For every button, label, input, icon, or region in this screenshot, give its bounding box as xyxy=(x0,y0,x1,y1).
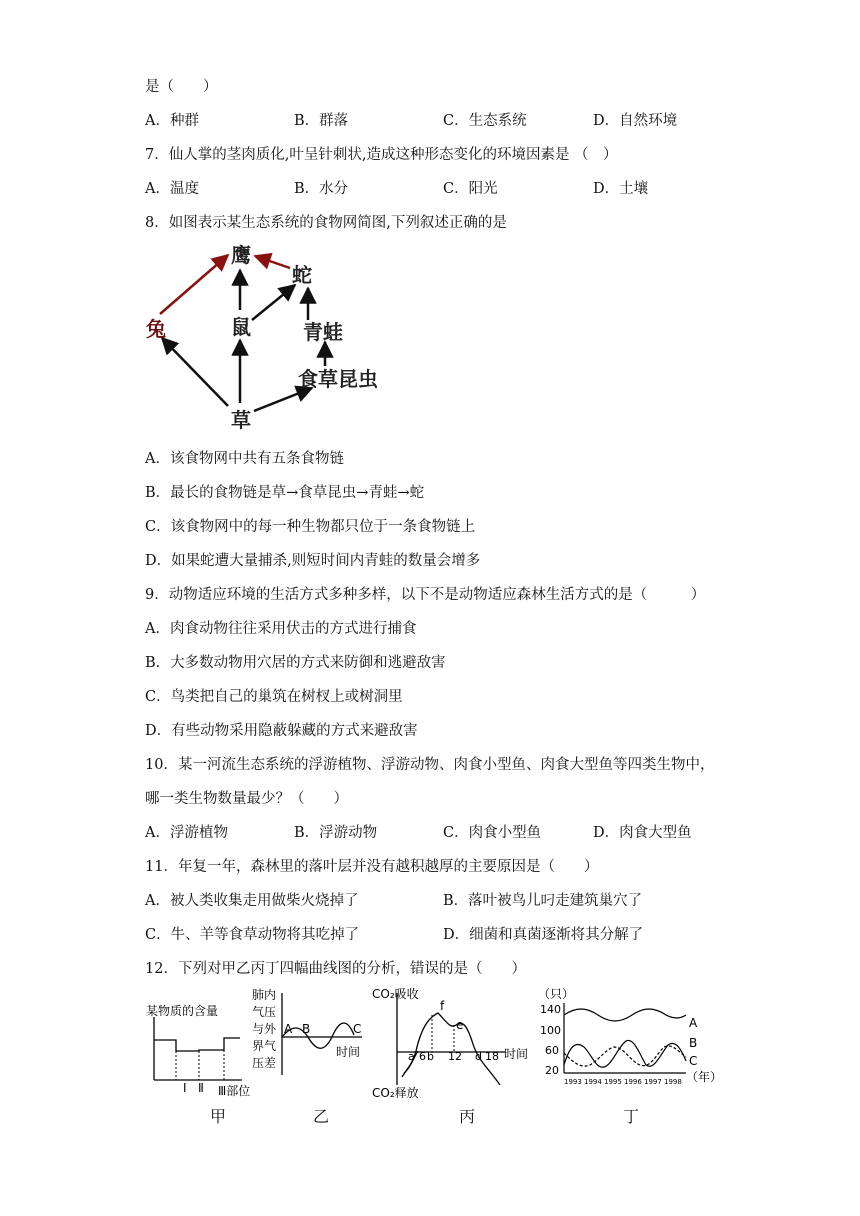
caption-ding: 丁 xyxy=(623,1107,640,1126)
ding-xunit: （年） xyxy=(686,1070,723,1084)
jia-x1: Ⅰ xyxy=(183,1081,187,1095)
yi-label-c: C xyxy=(353,1022,362,1036)
bing-label-12: 12 xyxy=(448,1050,462,1063)
q7-option-c[interactable]: C．阳光 xyxy=(443,181,498,197)
food-web-insect: 食草昆虫 xyxy=(298,367,378,391)
bing-label-e: e xyxy=(456,1018,464,1032)
ding-ytick-140: 140 xyxy=(540,1003,561,1016)
q10-option-d[interactable]: D．肉食大型鱼 xyxy=(593,825,692,841)
food-web-diagram xyxy=(140,238,400,433)
bing-label-b: b xyxy=(427,1050,434,1063)
graph-jia xyxy=(144,995,254,1100)
q12-stem: 12．下列对甲乙丙丁四幅曲线图的分析，错误的是（ ） xyxy=(145,961,526,977)
jia-ylabel: 某物质的含量 xyxy=(146,1004,219,1018)
yi-ylabel-1: 肺内 xyxy=(252,988,277,1002)
q8-option-d[interactable]: D．如果蛇遭大量捕杀,则短时间内青蛙的数量会增多 xyxy=(145,553,481,569)
q10-option-a[interactable]: A．浮游植物 xyxy=(145,825,228,841)
q6-option-c[interactable]: C．生态系统 xyxy=(443,113,527,129)
q6-option-a[interactable]: A．种群 xyxy=(145,113,199,129)
yi-label-b: B xyxy=(302,1022,311,1036)
q9-option-c[interactable]: C．鸟类把自己的巢筑在树杈上或树洞里 xyxy=(145,689,403,705)
ding-label-c: C xyxy=(689,1054,698,1068)
q10-stem-line1: 10．某一河流生态系统的浮游植物、浮游动物、肉食小型鱼、肉食大型鱼等四类生物中， xyxy=(145,757,715,773)
graph-bing xyxy=(370,985,535,1100)
q9-option-d[interactable]: D．有些动物采用隐蔽躲藏的方式来避敌害 xyxy=(145,723,418,739)
jia-x3: Ⅲ部位 xyxy=(218,1084,251,1098)
food-web-frog: 青蛙 xyxy=(303,320,343,344)
q10-option-c[interactable]: C．肉食小型鱼 xyxy=(443,825,542,841)
ding-ytick-60: 60 xyxy=(545,1044,559,1057)
q8-stem: 8．如图表示某生态系统的食物网简图,下列叙述正确的是 xyxy=(145,215,507,231)
bing-label-18: 18 xyxy=(485,1050,499,1063)
q7-stem: 7．仙人掌的茎肉质化,叶呈针刺状,造成这种形态变化的环境因素是 （ ） xyxy=(145,147,618,163)
yi-ylabel-4: 界气 xyxy=(252,1039,277,1053)
q11-option-b[interactable]: B．落叶被鸟儿叼走建筑巢穴了 xyxy=(443,893,643,909)
ding-unit: （只） xyxy=(538,987,575,1001)
q7-option-b[interactable]: B．水分 xyxy=(294,181,349,197)
q11-stem: 11．年复一年，森林里的落叶层并没有越积越厚的主要原因是（ ） xyxy=(145,859,599,875)
ding-label-b: B xyxy=(689,1036,698,1050)
yi-xlabel: 时间 xyxy=(336,1045,361,1059)
q9-stem: 9．动物适应环境的生活方式多种多样，以下不是动物适应森林生活方式的是（ ） xyxy=(145,587,706,603)
graph-ding xyxy=(536,985,726,1090)
q11-option-c[interactable]: C．牛、羊等食草动物将其吃掉了 xyxy=(145,927,360,943)
q7-option-a[interactable]: A．温度 xyxy=(145,181,199,197)
ding-label-a: A xyxy=(689,1016,698,1030)
bing-label-6: 6 xyxy=(419,1050,426,1063)
bing-label-a: a xyxy=(408,1050,415,1063)
q6-option-d[interactable]: D．自然环境 xyxy=(593,113,678,129)
ding-xtick-1995: 1995 xyxy=(604,1078,622,1086)
food-web-rabbit: 兔 xyxy=(146,317,166,341)
food-web-mouse: 鼠 xyxy=(231,315,251,339)
q9-option-a[interactable]: A．肉食动物往往采用伏击的方式进行捕食 xyxy=(145,621,417,637)
q10-stem-line2: 哪一类生物数量最少？（ ） xyxy=(145,791,348,807)
ding-xtick-1997: 1997 xyxy=(644,1078,662,1086)
ding-xtick-1998: 1998 xyxy=(664,1078,682,1086)
bing-label-f: f xyxy=(440,999,445,1013)
q8-option-c[interactable]: C．该食物网中的每一种生物都只位于一条食物链上 xyxy=(145,519,476,535)
q10-option-b[interactable]: B．浮游动物 xyxy=(294,825,378,841)
q6-stem-tail: 是（ ） xyxy=(145,79,218,95)
food-web-snake: 蛇 xyxy=(292,263,312,287)
jia-x2: Ⅱ xyxy=(198,1081,204,1095)
bing-xlabel: 时间 xyxy=(504,1047,529,1061)
caption-jia: 甲 xyxy=(210,1107,227,1126)
q7-option-d[interactable]: D．土壤 xyxy=(593,181,649,197)
q11-option-a[interactable]: A．被人类收集走用做柴火烧掉了 xyxy=(145,893,359,909)
graph-yi xyxy=(250,985,370,1095)
food-web-grass: 草 xyxy=(231,408,251,432)
yi-ylabel-5: 压差 xyxy=(252,1056,277,1070)
bing-top-label: CO₂吸收 xyxy=(372,987,419,1001)
q11-option-d[interactable]: D．细菌和真菌逐渐将其分解了 xyxy=(443,927,644,943)
bing-label-d: d xyxy=(475,1050,482,1063)
yi-ylabel-2: 气压 xyxy=(252,1005,277,1019)
q6-option-b[interactable]: B．群落 xyxy=(294,113,349,129)
q9-option-b[interactable]: B．大多数动物用穴居的方式来防御和逃避敌害 xyxy=(145,655,446,671)
caption-bing: 丙 xyxy=(459,1107,476,1126)
bing-bottom-label: CO₂释放 xyxy=(372,1086,419,1100)
caption-yi: 乙 xyxy=(313,1107,330,1126)
food-web-hawk: 鹰 xyxy=(231,243,251,267)
ding-xtick-1994: 1994 xyxy=(584,1078,602,1086)
ding-ytick-20: 20 xyxy=(545,1064,559,1077)
ding-xtick-1993: 1993 xyxy=(564,1078,582,1086)
ding-ytick-100: 100 xyxy=(540,1024,561,1037)
yi-label-a: A xyxy=(284,1022,293,1036)
yi-ylabel-3: 与外 xyxy=(252,1022,277,1036)
ding-xtick-1996: 1996 xyxy=(624,1078,642,1086)
q8-option-b[interactable]: B．最长的食物链是草→食草昆虫→青蛙→蛇 xyxy=(145,485,425,501)
q8-option-a[interactable]: A．该食物网中共有五条食物链 xyxy=(145,451,344,467)
